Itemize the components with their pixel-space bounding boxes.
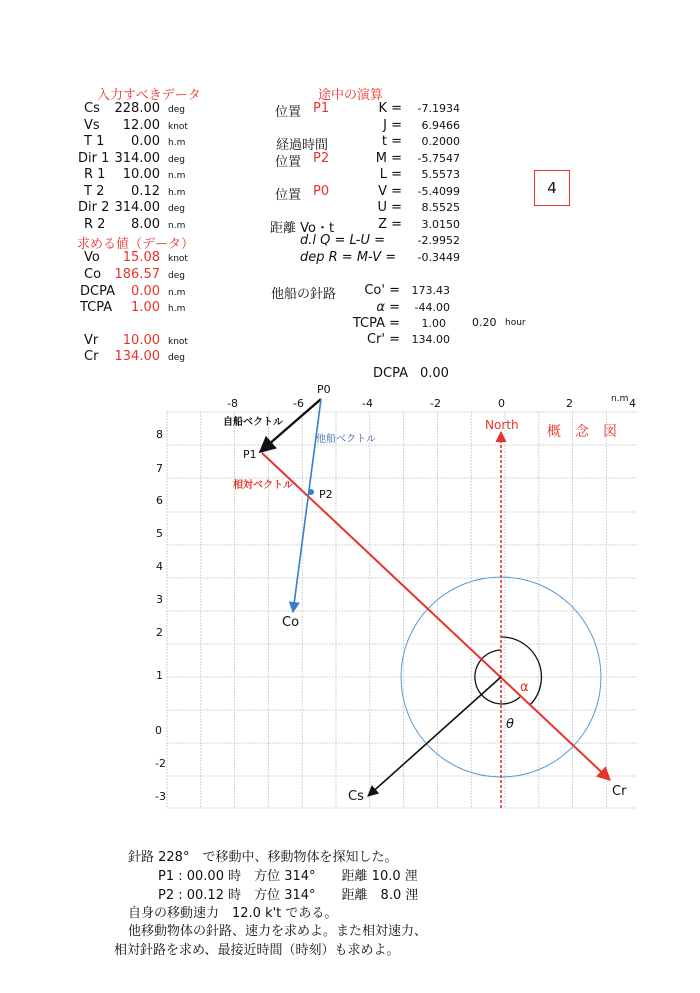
input-label: R 1 [84,167,106,182]
calc-value: -7.1934 [417,102,460,115]
input-value[interactable]: 0.00 [131,134,160,149]
calc-value: -5.7547 [417,152,460,165]
input-value[interactable]: 228.00 [114,101,160,116]
output-unit: deg [168,271,185,281]
calc-name: dep R = M-V = [300,250,397,265]
calc-name: TCPA = [352,316,400,331]
input-unit: deg [168,204,185,214]
calc-pre: 位置 [275,105,302,120]
p2-label: P2 [319,488,333,501]
other-course-title: 他船の針路 [271,287,337,302]
calc-value: -2.9952 [417,234,460,247]
x-tick: 2 [566,397,573,410]
question-number-box: 4 [534,170,570,206]
input-value[interactable]: 314.00 [114,151,160,166]
input-unit: n.m [168,221,186,231]
input-unit: knot [168,122,188,132]
calc-name: K = [378,101,402,116]
output-value: 186.57 [114,267,160,282]
dcpa-value: 0.00 [420,366,449,381]
calc-value: 8.5525 [421,201,460,214]
calc-pre: 距離 Vo・t [270,221,335,236]
y-tick: 6 [156,494,163,507]
input-section-title: 入力すべきデータ [97,88,201,103]
y-tick: -3 [155,790,166,803]
x-tick: -6 [293,397,304,410]
y-tick: -2 [155,757,166,770]
cr-label: Cr [612,784,627,799]
input-value[interactable]: 12.00 [122,118,160,133]
theta-label: θ [506,717,514,732]
other-vector-label: 他船ベクトル [316,434,376,445]
calc-tag: P1 [313,101,330,116]
calc-pre: 位置 [275,188,302,203]
problem-line: 相対針路を求め、最接近時間（時刻）も求めよ。 [114,943,400,958]
output-unit: deg [168,353,185,363]
x-tick: -2 [430,397,441,410]
cs-label: Cs [348,789,364,804]
calc-value: 1.00 [421,317,446,330]
calc-tag: P0 [313,184,330,199]
input-value[interactable]: 314.00 [114,200,160,215]
output-label: Vr [84,333,99,348]
axis-unit: n.m [611,394,629,404]
calc-name: Co' = [364,283,400,298]
y-tick: 3 [156,593,163,606]
output-value: 134.00 [114,349,160,364]
calc-name: d.l Q = L-U = [300,233,385,248]
calc-pre: 経過時間 [276,138,329,153]
input-unit: n.m [168,171,186,181]
input-label: Dir 1 [78,151,110,166]
co-label: Co [282,615,300,630]
calc-value: 6.9466 [421,119,460,132]
input-unit: deg [168,155,185,165]
y-tick: 8 [156,428,163,441]
calc-value: 134.00 [411,333,450,346]
calc-name: Cr' = [366,332,400,347]
calc-value: -44.00 [414,301,450,314]
diagram-title: 概 念 図 [547,424,617,440]
calc-pre: 位置 [275,155,302,170]
relative-vector-label: 相対ベクトル [233,480,293,491]
relative-vector [262,453,610,780]
cs-vector [368,677,501,796]
y-tick: 2 [156,626,163,639]
input-value[interactable]: 0.12 [131,184,160,199]
x-tick: 0 [498,397,505,410]
output-section-title: 求める値（データ） [77,237,195,252]
output-label: Cr [84,349,99,364]
output-value: 1.00 [131,300,160,315]
y-tick: 1 [156,669,163,682]
input-unit: h.m [168,188,186,198]
calc-value: -5.4099 [417,185,460,198]
alpha-label: α [520,680,529,695]
diagram-grid [167,412,637,808]
calc-name: M = [375,151,402,166]
output-label: Co [84,267,102,282]
problem-line: 自身の移動速力 12.0 k't である。 [128,906,338,921]
input-value[interactable]: 8.00 [131,217,160,232]
output-unit: knot [168,254,188,264]
calc-section-title: 途中の演算 [318,88,384,103]
p0-label: P0 [317,383,331,396]
tcpa-hour-unit: hour [505,318,526,328]
own-vector-label: 自船ベクトル [223,417,283,428]
x-tick: -4 [362,397,373,410]
y-tick: 0 [155,724,162,737]
tcpa-hour-value: 0.20 [472,316,497,329]
input-label: T 2 [84,184,105,199]
calc-value: 3.0150 [421,218,460,231]
calc-name: Z = [378,217,402,232]
calc-value: 173.43 [411,284,450,297]
output-label: DCPA [80,284,115,299]
dcpa-label: DCPA [373,366,408,381]
calc-value: 5.5573 [421,168,460,181]
y-tick: 7 [156,462,163,475]
input-label: Vs [84,118,100,133]
calc-name: L = [379,167,402,182]
input-label: T 1 [84,134,105,149]
calc-value: 0.2000 [421,135,460,148]
input-label: Cs [84,101,100,116]
calc-name: U = [377,200,402,215]
output-unit: h.m [168,304,186,314]
calc-name: t = [381,134,402,149]
calc-value: -0.3449 [417,251,460,264]
input-unit: deg [168,105,185,115]
x-tick: 4 [629,397,636,410]
y-tick: 5 [156,527,163,540]
x-tick: -8 [227,397,238,410]
p2-point [308,489,314,495]
input-value[interactable]: 10.00 [122,167,160,182]
problem-line: P1 : 00.00 時 方位 314° 距離 10.0 浬 [158,869,418,884]
input-unit: h.m [168,138,186,148]
output-value: 0.00 [131,284,160,299]
output-value: 10.00 [122,333,160,348]
north-label: North [485,418,519,432]
output-unit: knot [168,337,188,347]
output-unit: n.m [168,288,186,298]
calc-name: α = [376,300,400,315]
problem-line: 他移動物体の針路、速力を求めよ。また相対速力、 [128,924,428,939]
problem-line: P2 : 00.12 時 方位 314° 距離 8.0 浬 [158,888,419,903]
input-label: R 2 [84,217,106,232]
problem-line: 針路 228° で移動中、移動物体を探知した。 [128,850,398,865]
p1-label: P1 [243,448,257,461]
y-tick: 4 [156,560,163,573]
calc-name: J = [383,118,402,133]
input-label: Dir 2 [78,200,110,215]
output-value: 15.08 [122,250,160,265]
output-label: TCPA [80,300,113,315]
calc-name: V = [378,184,402,199]
calc-tag: P2 [313,151,330,166]
output-label: Vo [84,250,100,265]
